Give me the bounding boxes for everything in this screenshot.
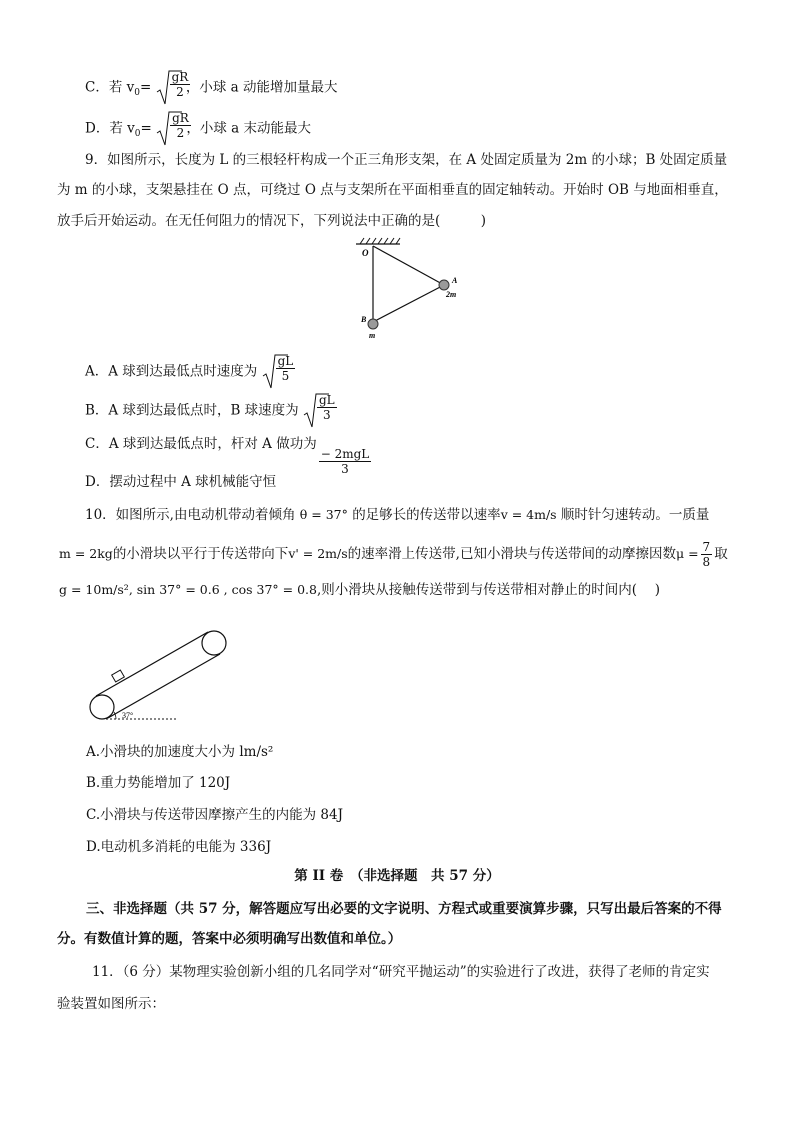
q10-option-c: C.小滑块与传送带因摩擦产生的内能为 84J <box>86 807 344 823</box>
q10-l1e: 顺时针匀速转动。一质量 <box>560 507 710 523</box>
label-a: A <box>452 276 458 285</box>
q11-line2: 验装置如图所示： <box>57 996 165 1012</box>
section3-line2: 分。有数值计算的题，答案中必须明确写出数值和单位。） <box>57 931 402 947</box>
q9b-sqrt <box>303 393 335 429</box>
q8-option-c <box>85 70 338 106</box>
label-o: O <box>362 248 369 258</box>
q10-mu-frac <box>701 540 713 569</box>
q10-g: g = 10m/s², sin 37° = 0.6 , cos 37° = 0.8 <box>59 582 317 597</box>
q10-l3b: ,则小滑块从接触传送带到与传送带相对静止的时间内( ) <box>316 582 661 598</box>
q10-option-a: A.小滑块的加速度大小为 lm/s² <box>86 744 274 760</box>
q10-option-b: B.重力势能增加了 120J <box>86 775 231 791</box>
q10-mu: μ = <box>675 546 699 561</box>
q8d-sub: 0 <box>134 129 141 140</box>
ball-a <box>439 280 449 290</box>
belt-bottom <box>108 654 220 718</box>
q10-mu-num: 7 <box>702 540 711 554</box>
q9-option-b <box>85 393 335 429</box>
rod-oa <box>373 246 444 285</box>
q8c-sqrt <box>156 70 189 106</box>
q8-option-d <box>85 111 311 147</box>
q8d-eq: = <box>140 120 152 137</box>
belt-top <box>96 632 208 696</box>
q9b-num: gL <box>318 393 335 407</box>
q9-line2: 为 m 的小球，支架悬挂在 O 点，可绕过 O 点与支架所在平面相垂直的固定轴转动。开始时 OB 与地面相垂直， <box>57 182 728 198</box>
q9b-frac <box>317 393 337 422</box>
q8d-den: 2 <box>176 126 185 140</box>
q11-line1: 11．（6 分）某物理实验创新小组的几名同学对“研究平抛运动”的实验进行了改进，获得了老师的肯定实 <box>92 964 710 980</box>
q9c-frac <box>319 447 372 476</box>
q8c-sub: 0 <box>134 88 140 99</box>
q8c-post: ，小球 a 动能增加量最大 <box>185 79 338 96</box>
q8d-frac <box>170 111 191 140</box>
q9-option-d: D．摆动过程中 A 球机械能守恒 <box>85 474 277 490</box>
q10-l2f: 取 <box>714 546 728 562</box>
q9-option-c <box>85 434 373 476</box>
q10-theta: θ = 37° <box>299 507 348 522</box>
angle-label: 37° <box>122 711 134 720</box>
q9-triangle-figure <box>348 236 468 342</box>
q9a-num: gL <box>277 354 294 368</box>
q10-mu-den: 8 <box>702 555 711 569</box>
ball-b <box>368 319 378 329</box>
rod-ab <box>373 285 444 322</box>
lower-roller <box>90 695 114 719</box>
q10-l2d: 的速率滑上传送带,已知小滑块与传送带间的动摩擦因数 <box>347 546 676 562</box>
q8d-sqrt <box>156 111 189 147</box>
q9c-text: C．A 球到达最低点时，杆对 A 做功为 <box>85 436 317 452</box>
q10-l2b: 的小滑块以平行于传送带向下 <box>112 546 289 562</box>
q9a-frac <box>276 354 296 383</box>
q8d-pre: D．若 v <box>85 120 135 137</box>
q9c-num: − 2mgL <box>320 447 370 461</box>
section3-line1: 三、非选择题（共 57 分，解答题应写出必要的文字说明、方程式或重要演算步骤，只写出最后答案的不得 <box>86 901 722 917</box>
q10-m: m = 2kg <box>59 546 113 561</box>
label-b: B <box>361 315 367 324</box>
q10-conveyor-figure <box>86 625 246 725</box>
q8d-num: gR <box>172 111 189 125</box>
q8c-eq: = <box>139 79 152 96</box>
q8c-pre: C．若 v <box>85 79 135 96</box>
q9b-text: B．A 球到达最低点时，B 球速度为 <box>85 402 299 419</box>
q8c-frac <box>170 70 191 99</box>
q10-vprime: v' = 2m/s <box>288 546 348 561</box>
q9b-den: 3 <box>322 408 331 422</box>
q9a-text: A．A 球到达最低点时速度为 <box>85 363 258 380</box>
q9-option-a <box>85 354 294 390</box>
q10-line3 <box>59 580 660 600</box>
q10-l1a: 10．如图所示,由电动机带动着倾角 <box>85 507 296 523</box>
label-2m: 2m <box>446 290 457 299</box>
q9a-den: 5 <box>281 369 290 383</box>
q9a-sqrt <box>262 354 294 390</box>
q10-l1c: 的足够长的传送带以速率 <box>352 507 501 523</box>
q10-line2 <box>59 540 728 569</box>
q10-line1 <box>85 505 709 525</box>
part2-title: 第 II 卷 （非选择题 共 57 分） <box>294 868 500 884</box>
q8c-den: 2 <box>176 85 184 99</box>
q9-line1: 9．如图所示，长度为 L 的三根轻杆构成一个正三角形支架，在 A 处固定质量为 2m 的小球；B 处固定质量 <box>85 152 728 168</box>
label-m: m <box>369 331 376 340</box>
q8d-post: ，小球 a 末动能最大 <box>186 120 312 137</box>
q8c-num: gR <box>171 70 189 84</box>
q10-option-d: D.电动机多消耗的电能为 336J <box>86 839 272 855</box>
ceiling-hatch <box>356 238 400 244</box>
q9c-den: 3 <box>341 462 349 476</box>
slider-block <box>112 670 125 682</box>
q10-v: v = 4m/s <box>500 507 557 522</box>
upper-roller <box>202 631 226 655</box>
q9-line3: 放手后开始运动。在无任何阻力的情况下，下列说法中正确的是( ) <box>57 213 487 229</box>
